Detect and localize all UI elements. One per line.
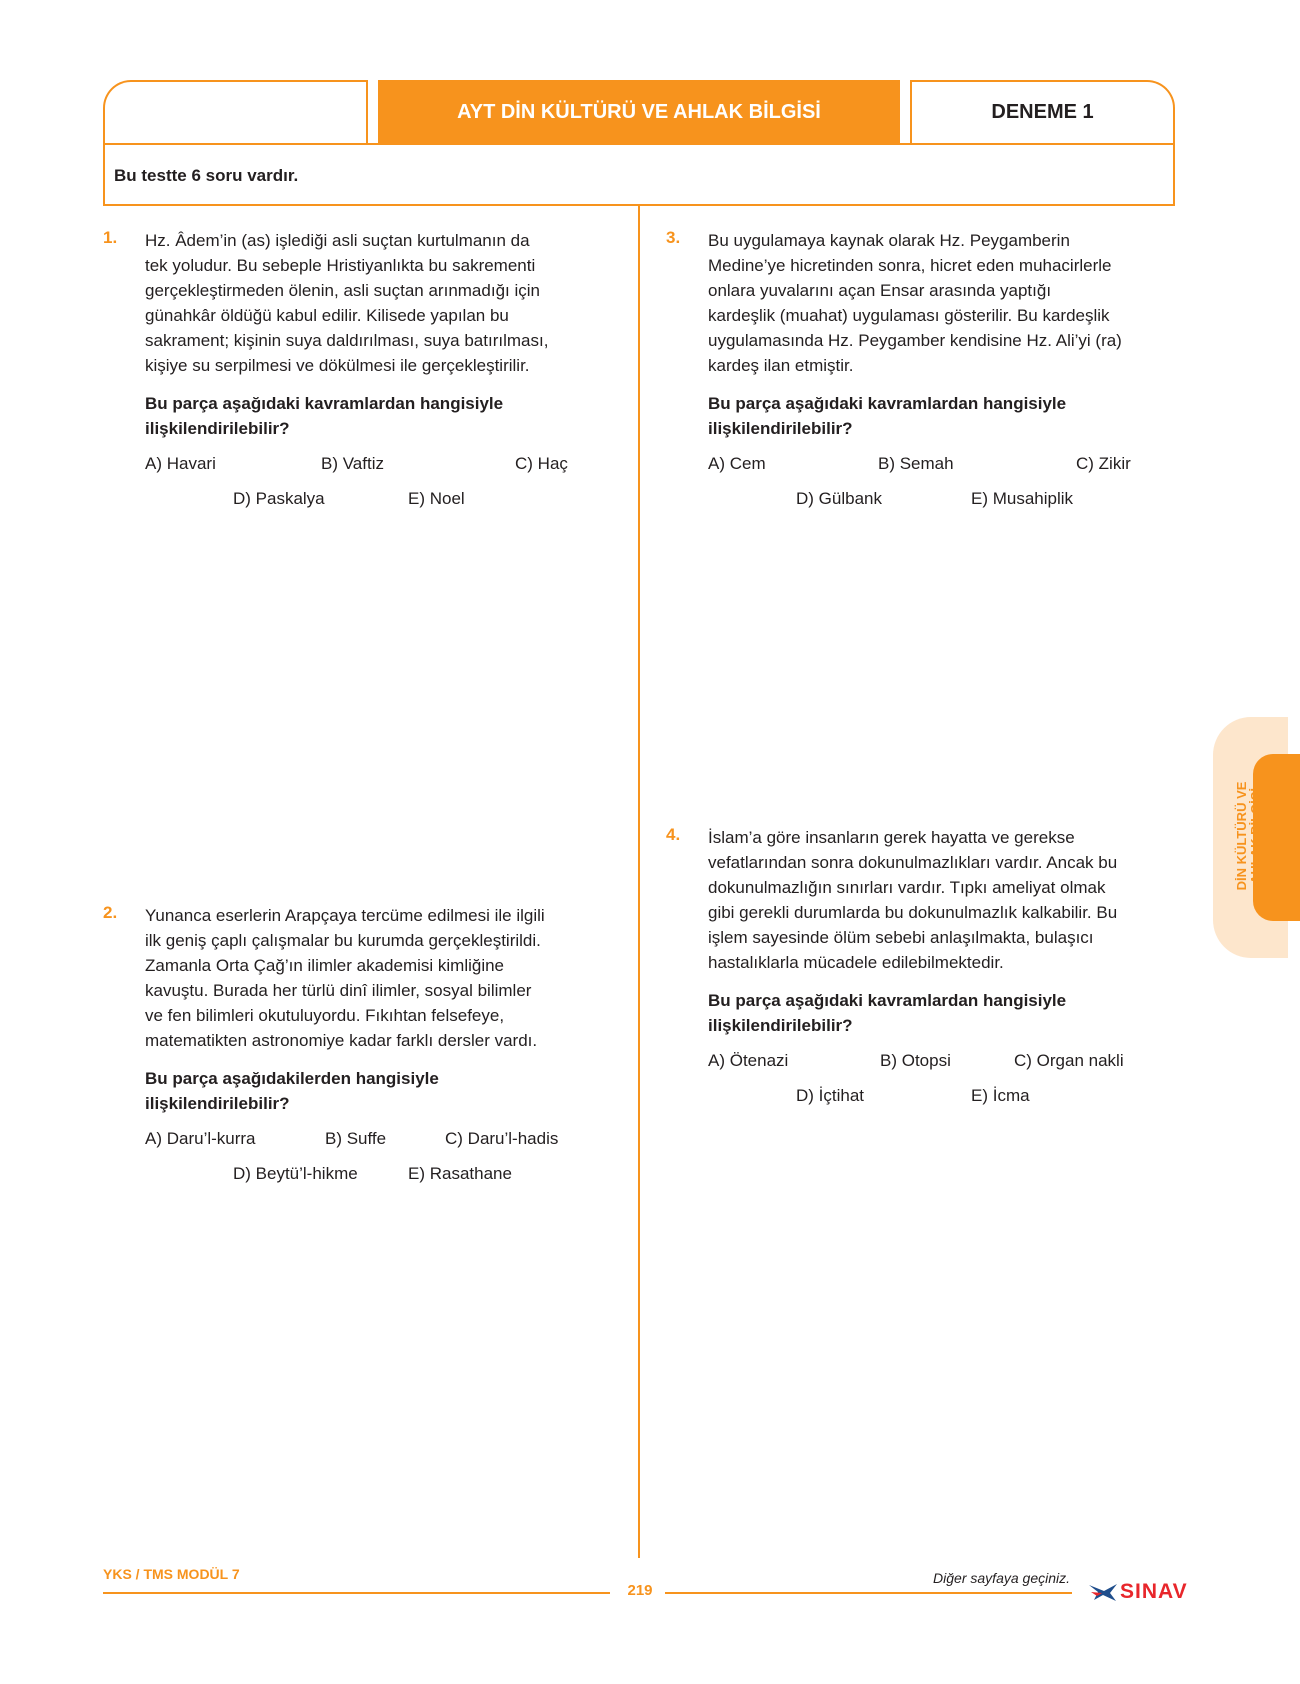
question-4 <box>666 825 1168 1123</box>
option-d[interactable]: D) Beytü’l-hikme <box>233 1164 358 1183</box>
option-b[interactable]: B) Otopsi <box>880 1051 951 1070</box>
text-line: ilk geniş çaplı çalışmalar bu kurumda gerçekleştirildi. <box>145 931 541 950</box>
question-text <box>145 228 605 378</box>
text-line: dokunulmazlığın sınırları vardır. Tıpkı ameliyat olmak <box>708 878 1106 897</box>
answer-options <box>145 454 605 526</box>
option-c[interactable]: C) Zikir <box>1076 454 1131 473</box>
text-line: Bu parça aşağıdaki kavramlardan hangisiyle <box>145 394 504 413</box>
exam-label: DENEME 1 <box>910 80 1175 143</box>
question-number: 4. <box>666 825 681 844</box>
module-label: YKS / TMS MODÜL 7 <box>103 1566 240 1582</box>
footer-rule <box>103 1592 610 1594</box>
text-line: ilişkilendirilebilir? <box>145 419 290 438</box>
text-line: tek yoludur. Bu sebeple Hristiyanlıkta bu sakrementi <box>145 256 536 275</box>
option-e[interactable]: E) İcma <box>971 1086 1030 1105</box>
option-c[interactable]: C) Organ nakli <box>1014 1051 1124 1070</box>
text-line: matematikten astronomiye kadar farklı dersler vardı. <box>145 1031 538 1050</box>
answer-options <box>708 454 1168 526</box>
option-a[interactable]: A) Cem <box>708 454 766 473</box>
option-e[interactable]: E) Musahiplik <box>971 489 1074 508</box>
text-line: ilişkilendirilebilir? <box>145 1094 290 1113</box>
text-line: onlara yuvalarını açan Ensar arasında yaptığı <box>708 281 1052 300</box>
option-d[interactable]: D) İçtihat <box>796 1086 865 1105</box>
option-d[interactable]: D) Paskalya <box>233 489 325 508</box>
side-tab-line: AHLAK BİLGİSİ <box>1248 787 1263 885</box>
side-tab-line: DİN KÜLTÜRÜ VE <box>1234 781 1249 891</box>
bird-icon <box>1088 1581 1118 1603</box>
text-line: kişiye su serpilmesi ve dökülmesi ile gerçekleştirilir. <box>145 356 530 375</box>
question-prompt <box>145 1066 605 1116</box>
question-count-info: Bu testte 6 soru vardır. <box>114 166 299 185</box>
publisher-logo <box>1088 1578 1188 1606</box>
header-left-box <box>103 80 368 143</box>
text-line: kardeşlik (muahat) uygulaması gösterilir. Bu kardeşlik <box>708 306 1110 325</box>
text-line: Zamanla Orta Çağ’ın ilimler akademisi kimliğine <box>145 956 505 975</box>
question-text <box>708 228 1168 378</box>
text-line: günahkâr öldüğü kabul edilir. Kilisede yapılan bu <box>145 306 509 325</box>
option-e[interactable]: E) Rasathane <box>408 1164 512 1183</box>
option-a[interactable]: A) Ötenazi <box>708 1051 789 1070</box>
option-e[interactable]: E) Noel <box>408 489 465 508</box>
logo-text: SINAV <box>1120 1580 1188 1603</box>
question-number: 2. <box>103 903 118 922</box>
text-line: Bu parça aşağıdaki kavramlardan hangisiyle <box>708 991 1067 1010</box>
question-3 <box>666 228 1168 526</box>
footer-rule <box>665 1592 1072 1594</box>
option-b[interactable]: B) Semah <box>878 454 954 473</box>
question-prompt <box>145 391 605 441</box>
text-line: Bu uygulamaya kaynak olarak Hz. Peygamberin <box>708 231 1070 250</box>
text-line: hastalıklarla mücadele edilebilmektedir. <box>708 953 1004 972</box>
text-line: Bu parça aşağıdaki kavramlardan hangisiyle <box>708 394 1067 413</box>
text-line: ve fen bilimleri okutuluyordu. Fıkıhtan felsefeye, <box>145 1006 505 1025</box>
text-line: kavuştu. Burada her türlü dinî ilimler, sosyal bilimler <box>145 981 532 1000</box>
text-line: ilişkilendirilebilir? <box>708 1016 853 1035</box>
option-b[interactable]: B) Suffe <box>325 1129 387 1148</box>
next-page-note: Diğer sayfaya geçiniz. <box>933 1570 1070 1586</box>
text-line: kardeş ilan etmiştir. <box>708 356 854 375</box>
text-line: işlem sayesinde ölüm sebebi anlaşılmakta, bulaşıcı <box>708 928 1094 947</box>
option-b[interactable]: B) Vaftiz <box>321 454 384 473</box>
question-1 <box>103 228 605 526</box>
option-a[interactable]: A) Havari <box>145 454 216 473</box>
question-number: 1. <box>103 228 118 247</box>
question-2 <box>103 903 605 1201</box>
text-line: gibi gerekli durumlarda bu dokunulmazlık kalkabilir. Bu <box>708 903 1118 922</box>
text-line: ilişkilendirilebilir? <box>708 419 853 438</box>
page-number: 219 <box>627 1582 653 1599</box>
text-line: vefatlarından sonra dokunulmazlıkları vardır. Ancak bu <box>708 853 1118 872</box>
text-line: uygulamasında Hz. Peygamber kendisine Hz. Ali’yi (ra) <box>708 331 1122 350</box>
info-box <box>103 143 1175 206</box>
answer-options <box>708 1051 1168 1123</box>
text-line: Bu parça aşağıdakilerden hangisiyle <box>145 1069 439 1088</box>
question-prompt <box>708 988 1168 1038</box>
exam-subject-title: AYT DİN KÜLTÜRÜ VE AHLAK BİLGİSİ <box>378 80 900 144</box>
column-divider <box>638 206 640 1558</box>
option-a[interactable]: A) Daru’l-kurra <box>145 1129 256 1148</box>
question-text <box>708 825 1168 975</box>
text-line: Yunanca eserlerin Arapçaya tercüme edilmesi ile ilgili <box>145 906 545 925</box>
option-c[interactable]: C) Haç <box>515 454 568 473</box>
text-line: gerçekleştirmeden ölenin, asli suçtan arınmadığı için <box>145 281 540 300</box>
text-line: Hz. Âdem’in (as) işlediği asli suçtan kurtulmanın da <box>145 231 530 250</box>
question-prompt <box>708 391 1168 441</box>
text-line: İslam’a göre insanların gerek hayatta ve gerekse <box>708 828 1075 847</box>
side-tab-label <box>1235 756 1263 916</box>
question-number: 3. <box>666 228 681 247</box>
question-text <box>145 903 605 1053</box>
text-line: sakrament; kişinin suya daldırılması, suya batırılması, <box>145 331 549 350</box>
option-d[interactable]: D) Gülbank <box>796 489 882 508</box>
text-line: Medine’ye hicretinden sonra, hicret eden muhacirlerle <box>708 256 1112 275</box>
answer-options <box>145 1129 605 1201</box>
option-c[interactable]: C) Daru’l-hadis <box>445 1129 559 1148</box>
